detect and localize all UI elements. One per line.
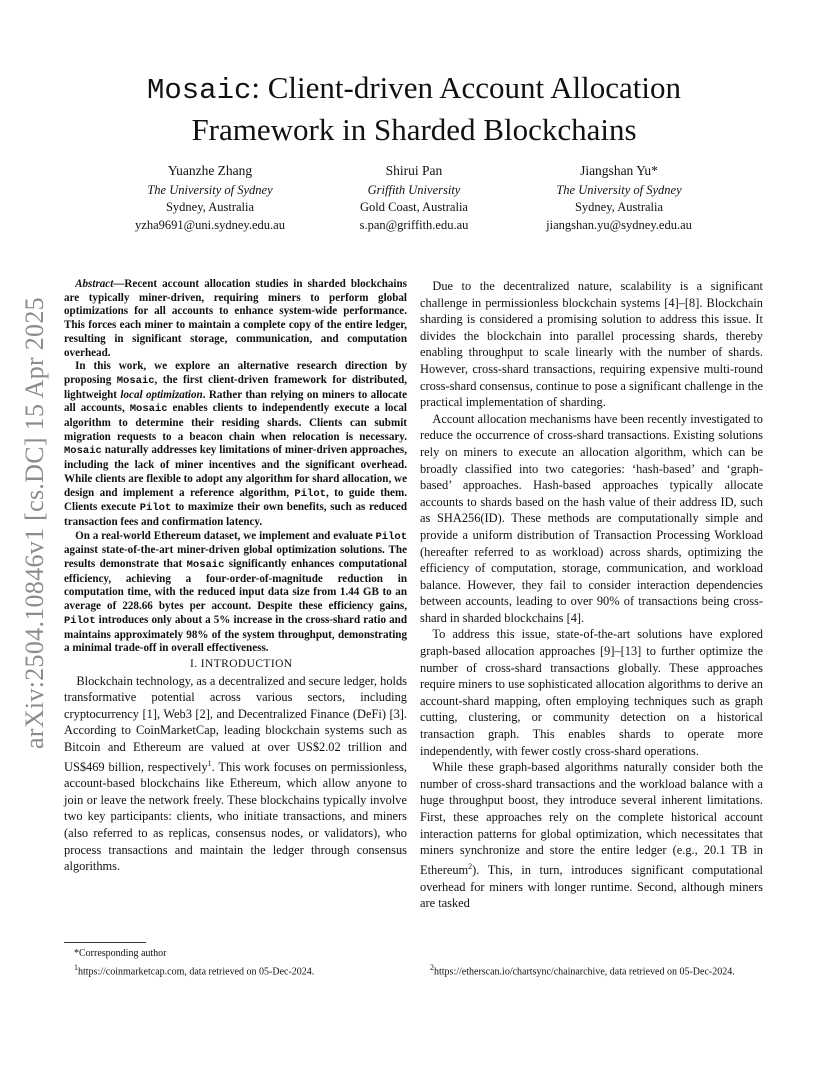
author-affiliation: The University of Sydney: [556, 182, 682, 197]
abstract-paragraph-3: On a real-world Ethereum dataset, we implement and evaluate Pilot against state-of-the-art miner-driven global optimization solutions. The results demonstrate that Mosaic significantly enhances computational efficiency, achieving a four-order-of-magnitude reduction in computation time, with the reduced input data size from 1.44 GB to an average of 228.66 bytes per account. Despite these efficiency gains, Pilot introduces only about a 5% increase in the cross-shard ratio and maintains approximately 98% of the system throughput, demonstrating a minimal trade-off in overall effectiveness.: [64, 529, 407, 655]
author-email: yzha9691@uni.sydney.edu.au: [135, 217, 285, 232]
author-location: Sydney, Australia: [574, 200, 664, 214]
title-system-name: Mosaic: [146, 74, 252, 107]
author-affiliation: Griffith University: [367, 182, 461, 197]
author-block-3: [499, 162, 739, 234]
body-paragraph-3: To address this issue, state-of-the-art solutions have explored graph-based allocation approaches [9]–[13] to further optimize the number of cross-shard transactions globally. These approaches require miners to use sophisticated allocation algorithms to derive an account-shard mapping, often employing techniques such as graph cutting, clustering, or community detection on a historical transaction graph. This enables shards to operate more independently, with fewer costly cross-shard operations.: [420, 627, 763, 758]
paper-title: [60, 68, 768, 149]
author-block-2: [294, 162, 534, 234]
footnote-2: $^2$https://etherscan.io/chartsync/chainarchive, data retrieved on 05-Dec-2024.: [430, 963, 735, 978]
footnote-rule: [64, 942, 146, 943]
abstract-paragraph-1: Abstract—Recent account allocation studies in sharded blockchains are typically miner-driven, requiring miners to perform global optimizations for all accounts to enhance system-wide performance. This forces each miner to maintain a complete copy of the entire ledger, resulting in significant storage, communication, and computation overhead.: [64, 278, 407, 359]
title-line1: : Client-driven Account Allocation: [251, 70, 682, 105]
intro-paragraph-1: Blockchain technology, as a decentralized and secure ledger, holds transformative potential across various sectors, including cryptocurrency [1], Web3 [2], and Decentralized Finance (DeFi) [3]. According to CoinMarketCap, leading blockchain systems such as Bitcoin and Ethereum are valued at over US$2.02 trillion and US$469 billion, respectively$^1$. This work focuses on permissionless, account-based blockchains like Ethereum, which allow anyone to join or leave the network freely. These blockchains typically involve two key participants: clients, who initiate transactions, and miners (also referred to as replicas, consensus nodes, or validators), who process transactions and maintain the ledger through consensus algorithms.: [64, 673, 407, 874]
footnote-1: $^1$https://coinmarketcap.com, data retrieved on 05-Dec-2024.: [74, 963, 315, 978]
author-email: jiangshan.yu@sydney.edu.au: [546, 217, 692, 232]
author-name: Shirui Pan: [385, 163, 443, 178]
author-name: Jiangshan Yu*: [580, 163, 658, 178]
author-location: Sydney, Australia: [165, 200, 255, 214]
abstract-label: Abstract: [75, 278, 114, 290]
footnote-corresponding: *Corresponding author: [74, 948, 167, 959]
title-line2: Framework in Sharded Blockchains: [191, 112, 637, 147]
section-heading-introduction: I. INTRODUCTION: [190, 657, 293, 670]
arxiv-id: arXiv:2504.10846v1 [cs.DC] 15 Apr 2025: [20, 296, 49, 749]
body-paragraph-1: Due to the decentralized nature, scalability is a significant challenge in permissionless blockchain systems [4]–[8]. Blockchain sharding is considered a promising solution to address this issue. It divides the blockchain into parallel processing shards, thereby enabling throughput to scale linearly with the number of shards. However, cross-shard transactions, requiring expensive multi-round cross-shard consensus, continue to pose a significant challenge in the practical implementation of sharding.: [420, 279, 763, 410]
abstract-paragraph-2: In this work, we explore an alternative research direction by proposing Mosaic, the first client-driven framework for distributed, lightweight local optimization. Rather than relying on miners to allocate all accounts, Mosaic enables clients to independently execute a local algorithm to determine their residing shards. Clients can submit migration requests to a beacon chain when relocation is necessary. Mosaic naturally addresses key limitations of miner-driven approaches, including the lack of miner incentives and the significant overhead. While clients are flexible to adopt any algorithm for shard allocation, we design and implement a reference algorithm, Pilot, to guide them. Clients execute Pilot to maximize their own benefits, such as reduced transaction fees and confirmation latency.: [64, 360, 408, 528]
left-column: [64, 278, 407, 875]
abstract: [64, 278, 407, 656]
author-affiliation: The University of Sydney: [147, 182, 273, 197]
author-name: Yuanzhe Zhang: [167, 163, 253, 178]
right-column: [420, 278, 763, 912]
author-location: Gold Coast, Australia: [360, 200, 468, 214]
body-paragraph-2: Account allocation mechanisms have been recently investigated to reduce the occurrence of cross-shard transactions. Existing solutions rely on miners to execute an allocation algorithm, which can be broadly classified into two categories: ‘hash-based’ and ‘graph-based’ approaches. Hash-based approaches typically allocate accounts to shards based on the hash value of their address ID, such as SHA256(ID). These methods are computationally simple and provide a uniform distribution of Transaction Processing Workload (hereafter referred to as workload) across shards, optimizing the efficiency of computation, storage, communication, and workload balance. However, they fail to consider interaction dependencies between accounts, leading to over 90% of transactions being cross-shard in sharded blockchains [4].: [420, 411, 763, 625]
body-paragraph-4: While these graph-based algorithms naturally consider both the number of cross-shard transactions and the workload balance with a huge throughput boost, they introduce several inherent limitations. First, these approaches rely on the complete historical account interaction patterns for global optimization, which necessitates that miners synchronize and store the entire ledger (e.g., 20.1 TB in Ethereum$^2$). This, in turn, introduces significant computational overhead for miners with longer runtime. Second, although miners are tasked: [420, 760, 763, 911]
author-email: s.pan@griffith.edu.au: [359, 217, 469, 232]
arxiv-stamp: [18, 285, 52, 760]
